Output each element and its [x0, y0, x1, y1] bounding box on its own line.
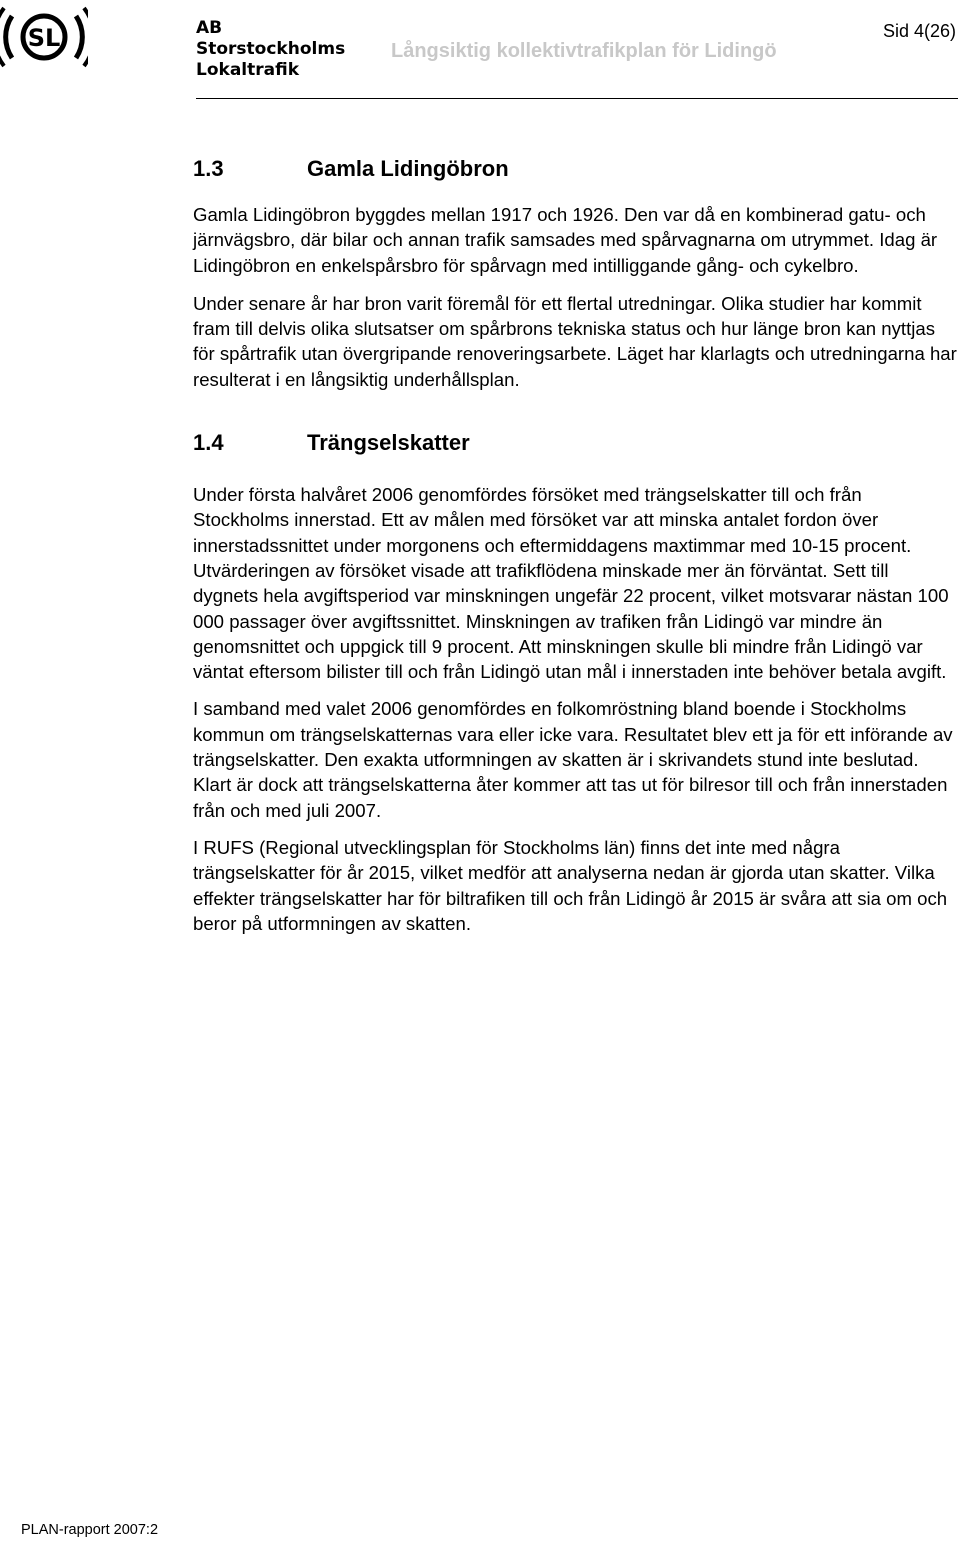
header-divider	[196, 98, 958, 99]
footer-report-id: PLAN-rapport 2007:2	[21, 1522, 159, 1538]
sl-logo	[0, 4, 88, 70]
org-line: AB	[196, 18, 223, 38]
section-heading-1-4	[193, 424, 957, 462]
section-number: 1.3	[193, 156, 224, 181]
paragraph: I RUFS (Regional utvecklingsplan för Stockholms län) finns det inte med några trängselskatter för år 2015, vilket medför att analyserna nedan är gjorda utan skatter. Vilka effekter trängselskatter har för biltrafiken till och från Lidingö år 2015 är svåra att sia om och beror på utformningen av skatten.	[193, 836, 948, 934]
paragraph: Under senare år har bron varit föremål för ett flertal utredningar. Olika studier har kommit fram till delvis olika slutsatser om spårbrons tekniska status och hur länge bron kan nyttjas för spårtrafik utan övergripande renoveringsarbete. Läget har klarlagts och utredningarna har resulterat i en långsiktig underhållsplan.	[193, 292, 957, 390]
paragraph: Gamla Lidingöbron byggdes mellan 1917 och 1926. Den var då en kombinerad gatu- och järnvägsbro, där bilar och annan trafik samsades med spårvagnarna om utrymmet. Idag är Lidingöbron en enkelspårsbro för spårvagn med intilliggande gång- och cykelbro.	[193, 204, 938, 276]
section-number: 1.4	[193, 430, 224, 456]
document-body	[193, 150, 957, 936]
org-line: Lokaltrafik	[196, 60, 300, 80]
logo-text: SL	[27, 24, 61, 52]
section-heading-1-3	[193, 150, 957, 188]
section-title: Gamla Lidingöbron	[307, 156, 509, 181]
paragraph: Under första halvåret 2006 genomfördes försöket med trängselskatter till och från Stockholms innerstad. Ett av målen med försöket var att minska antalet fordon över innerstadssnittet under morgonens och eftermiddagens maxtimmar med 10-15 procent. Utvärderingen av försöket visade att trafikflödena minskade mer än förväntat. Sett till dygnets hela avgiftsperiod var minskningen ungefär 22 procent, vilket motsvarar nästan 100 000 passager över avgiftssnittet. Minskningen av trafiken från Lidingö var mindre än genomsnittet och uppgick till 9 procent. Att minskningen skulle bli mindre från Lidingö var väntat eftersom bilister till och från Lidingö utan mål i innerstaden inte behöver betala avgift.	[193, 484, 949, 683]
document-title: Långsiktig kollektivtrafikplan för Lidingö	[391, 40, 777, 62]
page-number: Sid 4(26)	[882, 21, 956, 41]
organization-name	[196, 18, 345, 81]
org-line: Storstockholms	[196, 39, 346, 59]
section-title: Trängselskatter	[307, 430, 470, 456]
paragraph: I samband med valet 2006 genomfördes en folkomröstning bland boende i Stockholms kommun om trängselskatternas vara eller icke vara. Resultatet blev ett ja för ett införande av trängselskatter. Den exakta utformningen av skatten är i skrivandets stund inte beslutad. Klart är dock att trängselskatterna åter kommer att tas ut för bilresor till och från innerstaden från och med juli 2007.	[193, 698, 953, 821]
